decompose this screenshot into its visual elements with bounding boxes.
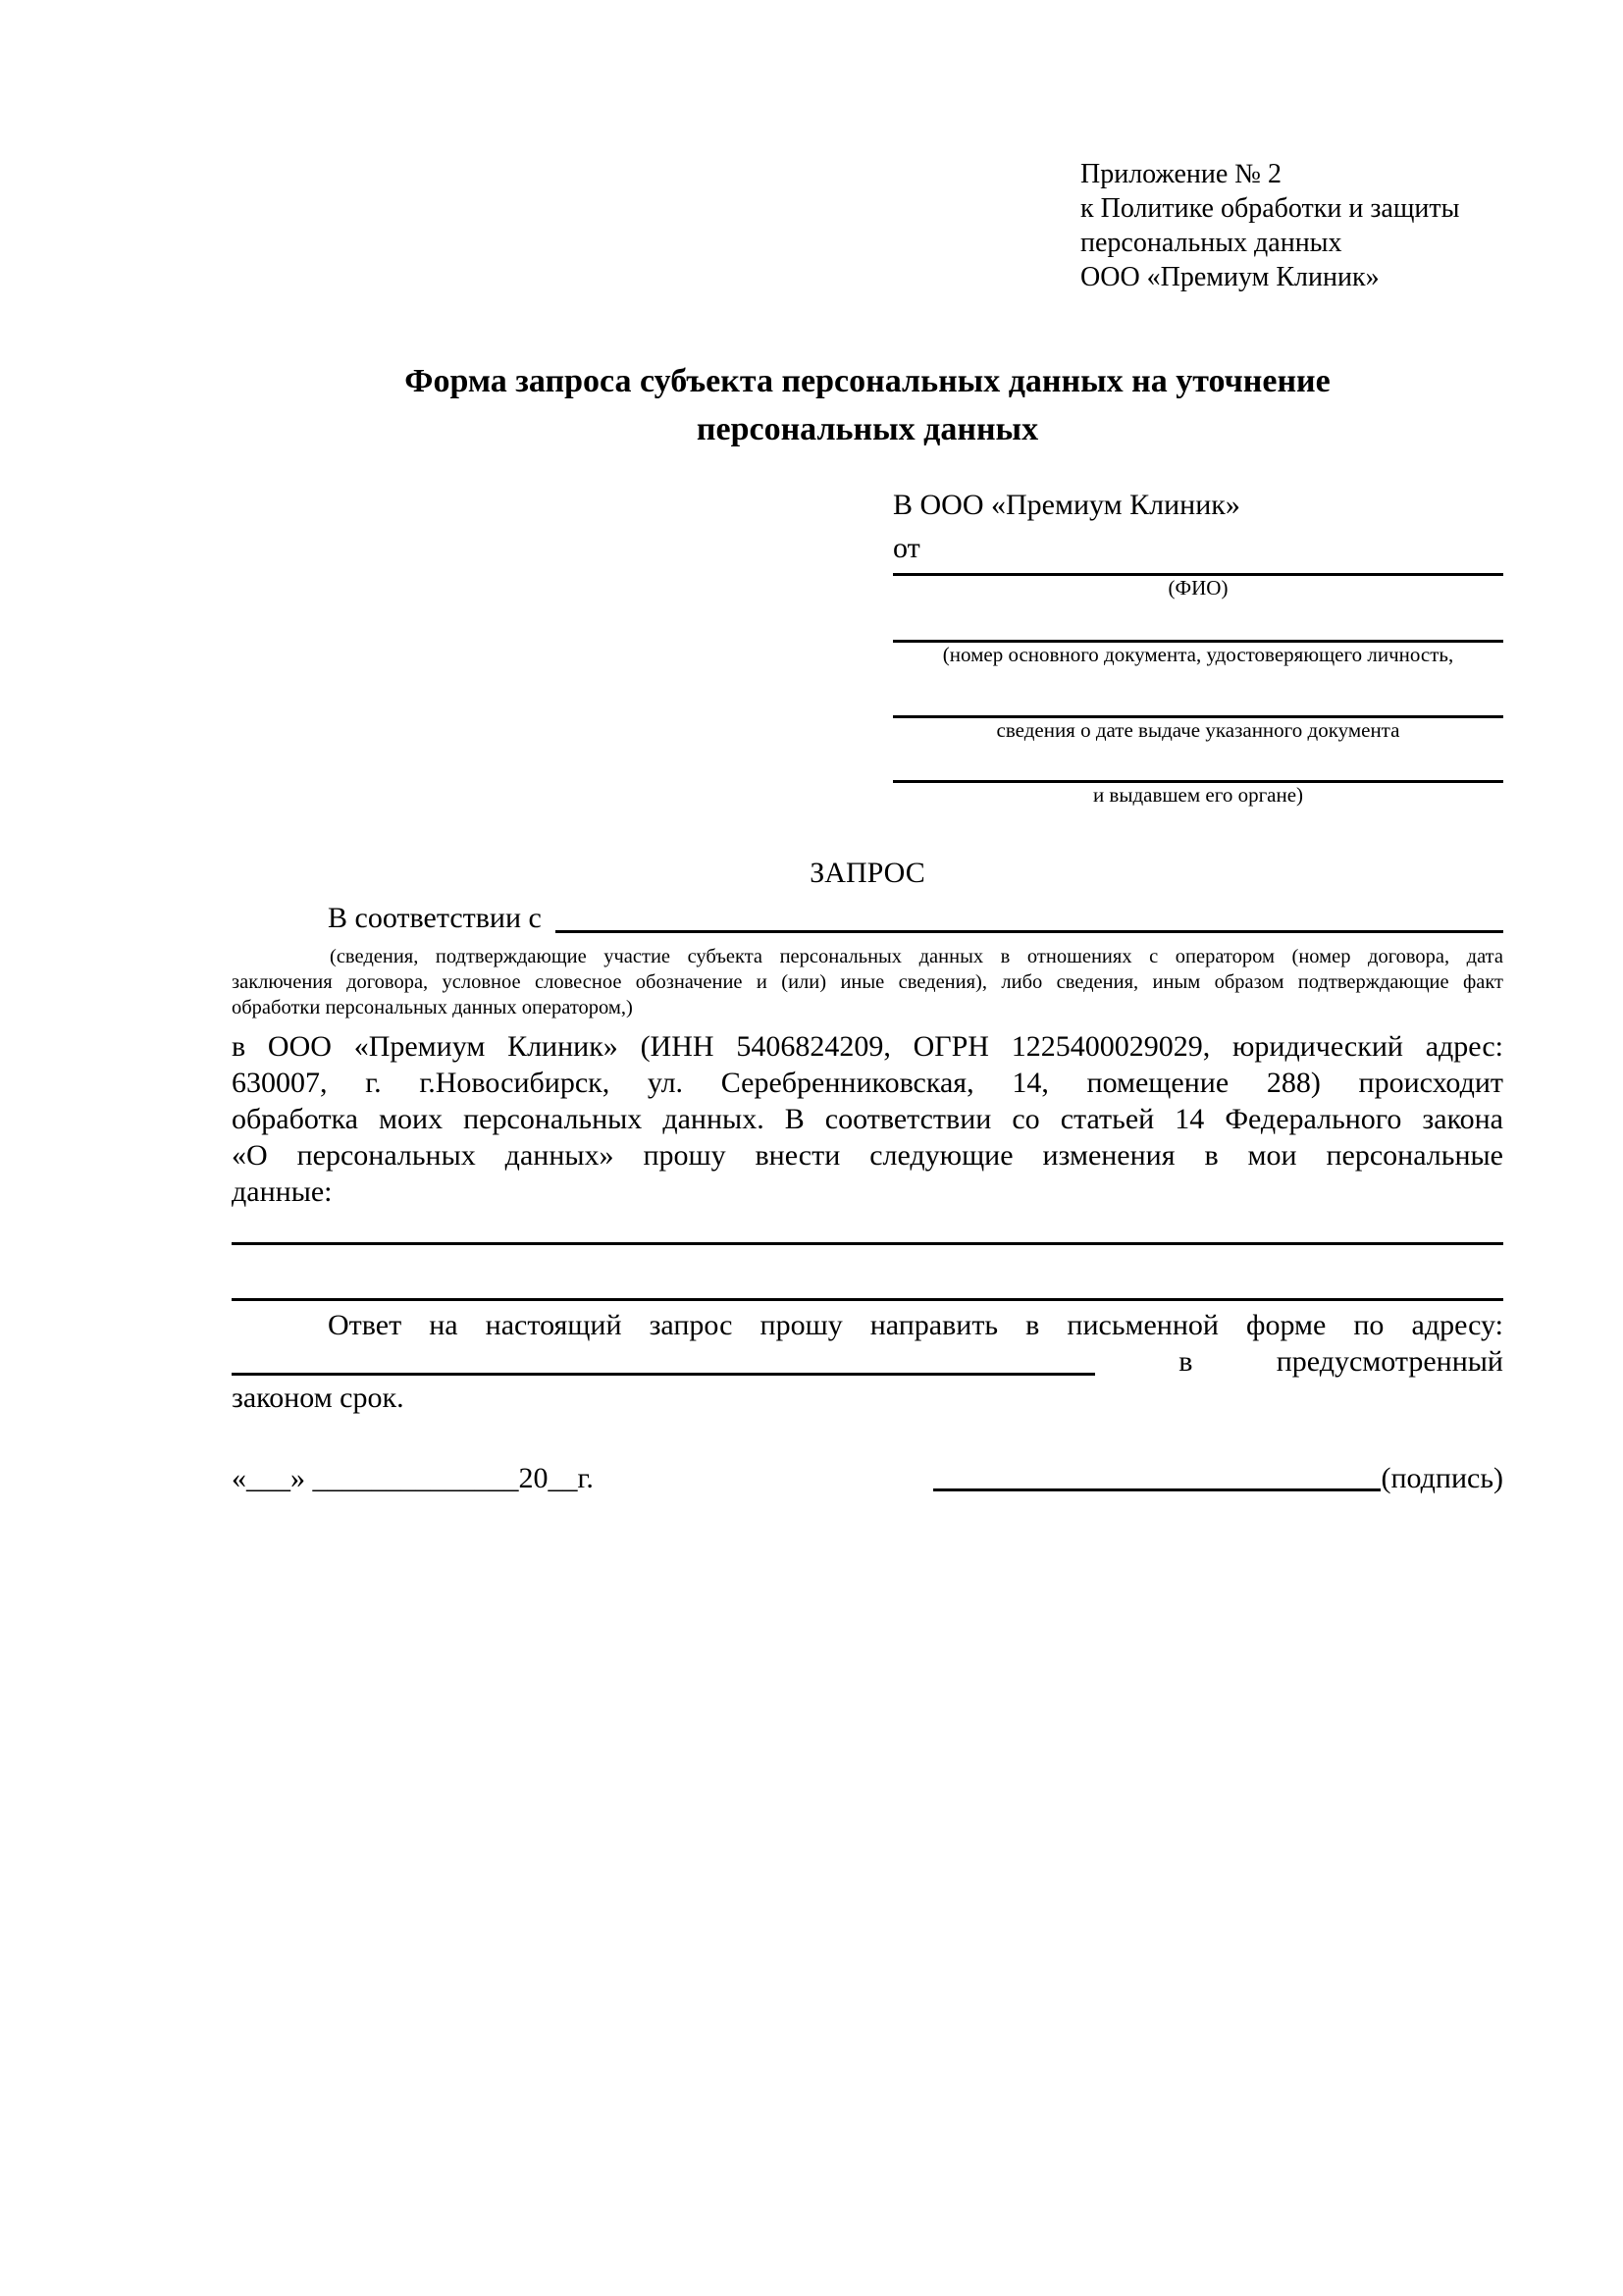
signature-caption: (подпись) [1381, 1462, 1503, 1494]
body-line: «О персональных данных» прошу внести следующие изменения в мои персональные [232, 1139, 1503, 1172]
changes-blank-field-1 [232, 1242, 1503, 1245]
annex-header [1080, 157, 1512, 294]
document-title [232, 357, 1503, 453]
body-line: в ООО «Премиум Клиник» (ИНН 5406824209, ОГРН 1225400029029, юридический адрес: [232, 1030, 1503, 1063]
date-placeholder: «___» ______________20__г. [232, 1462, 594, 1494]
issuing-authority-caption: и выдавшем его органе) [1092, 783, 1304, 807]
request-heading: ЗАПРОС [810, 857, 925, 889]
addressee-organization: В ООО «Премиум Клиник» [893, 489, 1240, 521]
reply-paragraph [232, 1307, 1503, 1416]
body-line: данные: [232, 1175, 333, 1208]
body-line: обработка моих персональных данных. В соответствии со статьей 14 Федерального закона [232, 1103, 1503, 1135]
fio-caption: (ФИО) [1168, 576, 1229, 600]
intro-label: В соответствии с [328, 902, 542, 934]
document-number-caption: (номер основного документа, удостоверяющего личность, [942, 643, 1454, 666]
address-blank-field [232, 1373, 1095, 1376]
signature-blank-field [933, 1488, 1381, 1491]
reply-line-2 [232, 1343, 1503, 1380]
document-title-line: Форма запроса субъекта персональных данных на уточнение [404, 363, 1331, 399]
annex-line: персональных данных [1080, 228, 1342, 258]
annex-line: к Политике обработки и защиты [1080, 193, 1460, 224]
note-line: обработки персональных данных оператором,) [232, 997, 633, 1018]
annex-line: Приложение № 2 [1080, 159, 1282, 189]
issue-date-caption: сведения о дате выдаче указанного документа [996, 718, 1400, 742]
annex-line: ООО «Премиум Клиник» [1080, 262, 1380, 292]
intro-blank-field [555, 899, 1503, 933]
document-title-line: персональных данных [696, 411, 1039, 447]
intro-row [232, 899, 1503, 938]
reply-word-in: в [1178, 1345, 1193, 1378]
note-line: заключения договора, условное словесное обозначение и (или) иные сведения), либо сведения, иным образом подтверждающие факт [232, 971, 1503, 993]
reply-line-1: Ответ на настоящий запрос прошу направить в письменной форме по адресу: [328, 1309, 1503, 1341]
addressee-from-label: от [893, 532, 920, 564]
signature-group [933, 1459, 1503, 1498]
note-line: (сведения, подтверждающие участие субъекта персональных данных в отношениях с оператором (номер договора, дата [330, 946, 1503, 967]
changes-blank-field-2 [232, 1298, 1503, 1301]
reply-line-3: законом срок. [232, 1382, 404, 1414]
date-signature-row [232, 1459, 1503, 1498]
addressee-block [893, 489, 1503, 807]
explanatory-note [232, 944, 1503, 1020]
request-body [232, 1028, 1503, 1210]
body-line: 630007, г. г.Новосибирск, ул. Серебренниковская, 14, помещение 288) происходит [232, 1067, 1503, 1099]
reply-word-tail: предусмотренный [1276, 1345, 1503, 1378]
